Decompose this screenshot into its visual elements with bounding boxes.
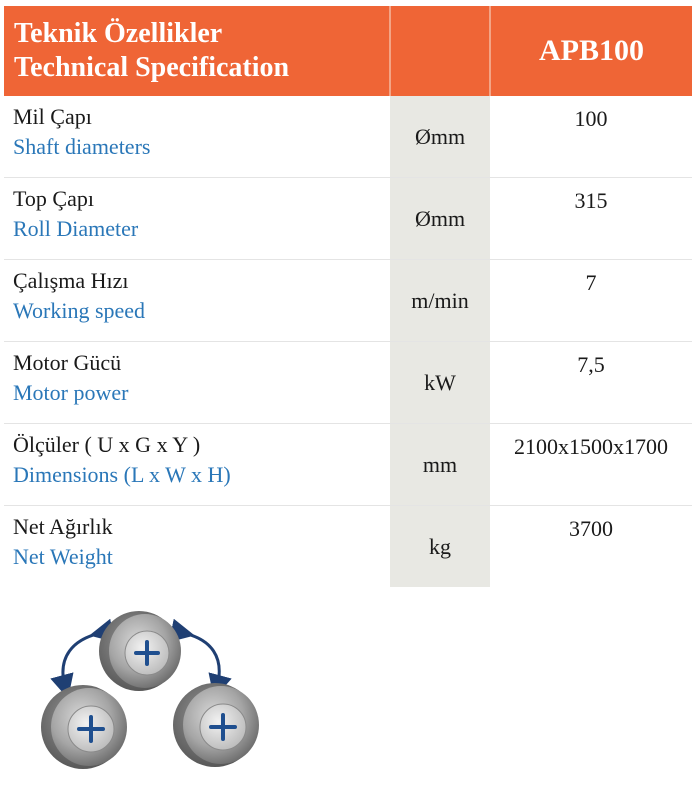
- spec-label-english: Working speed: [13, 298, 146, 323]
- spec-unit: Ømm: [390, 178, 490, 260]
- spec-unit: kW: [390, 342, 490, 424]
- spec-label: [4, 506, 390, 588]
- spec-row-working-speed: [4, 260, 692, 342]
- unit-header: [390, 6, 490, 96]
- spec-label-turkish: Mil Çapı: [13, 104, 92, 129]
- bottom-left-roll: [41, 685, 127, 769]
- spec-label-turkish: Top Çapı: [13, 186, 94, 211]
- spec-label: [4, 178, 390, 260]
- spec-header-title: [4, 6, 390, 96]
- spec-label: [4, 342, 390, 424]
- spec-value: 315: [490, 178, 692, 260]
- spec-value: 7,5: [490, 342, 692, 424]
- spec-unit: mm: [390, 424, 490, 506]
- spec-unit: kg: [390, 506, 490, 588]
- spec-value: 2100x1500x1700: [490, 424, 692, 506]
- rotation-arrow-left: [63, 633, 101, 687]
- spec-label-english: Net Weight: [13, 544, 113, 569]
- model-header: APB100: [490, 6, 692, 96]
- spec-value: 100: [490, 96, 692, 178]
- spec-label: [4, 424, 390, 506]
- spec-row-roll-diameter: [4, 178, 692, 260]
- spec-label-english: Shaft diameters: [13, 134, 151, 159]
- bottom-right-roll: [173, 683, 259, 767]
- spec-label-english: Roll Diameter: [13, 216, 139, 241]
- title-turkish: Teknik Özellikler: [14, 18, 223, 49]
- rotation-arrow-right: [183, 633, 219, 687]
- spec-value: 7: [490, 260, 692, 342]
- title-english: Technical Specification: [14, 52, 290, 83]
- spec-row-net-weight: [4, 506, 692, 588]
- spec-table: [4, 6, 692, 587]
- spec-label-english: Dimensions (L x W x H): [13, 462, 231, 487]
- spec-label-turkish: Motor Gücü: [13, 350, 122, 375]
- spec-label-turkish: Ölçüler ( U x G x Y ): [13, 432, 201, 457]
- top-roll: [99, 611, 181, 691]
- spec-label-turkish: Net Ağırlık: [13, 514, 113, 539]
- spec-header-row: [4, 6, 692, 96]
- spec-row-dimensions: [4, 424, 692, 506]
- spec-label-turkish: Çalışma Hızı: [13, 268, 129, 293]
- spec-label: [4, 260, 390, 342]
- spec-value: 3700: [490, 506, 692, 588]
- spec-unit: m/min: [390, 260, 490, 342]
- spec-unit: Ømm: [390, 96, 490, 178]
- three-roll-diagram-icon: [25, 595, 275, 785]
- spec-label-english: Motor power: [13, 380, 129, 405]
- spec-row-motor-power: [4, 342, 692, 424]
- spec-row-shaft-diameter: [4, 96, 692, 178]
- spec-label: [4, 96, 390, 178]
